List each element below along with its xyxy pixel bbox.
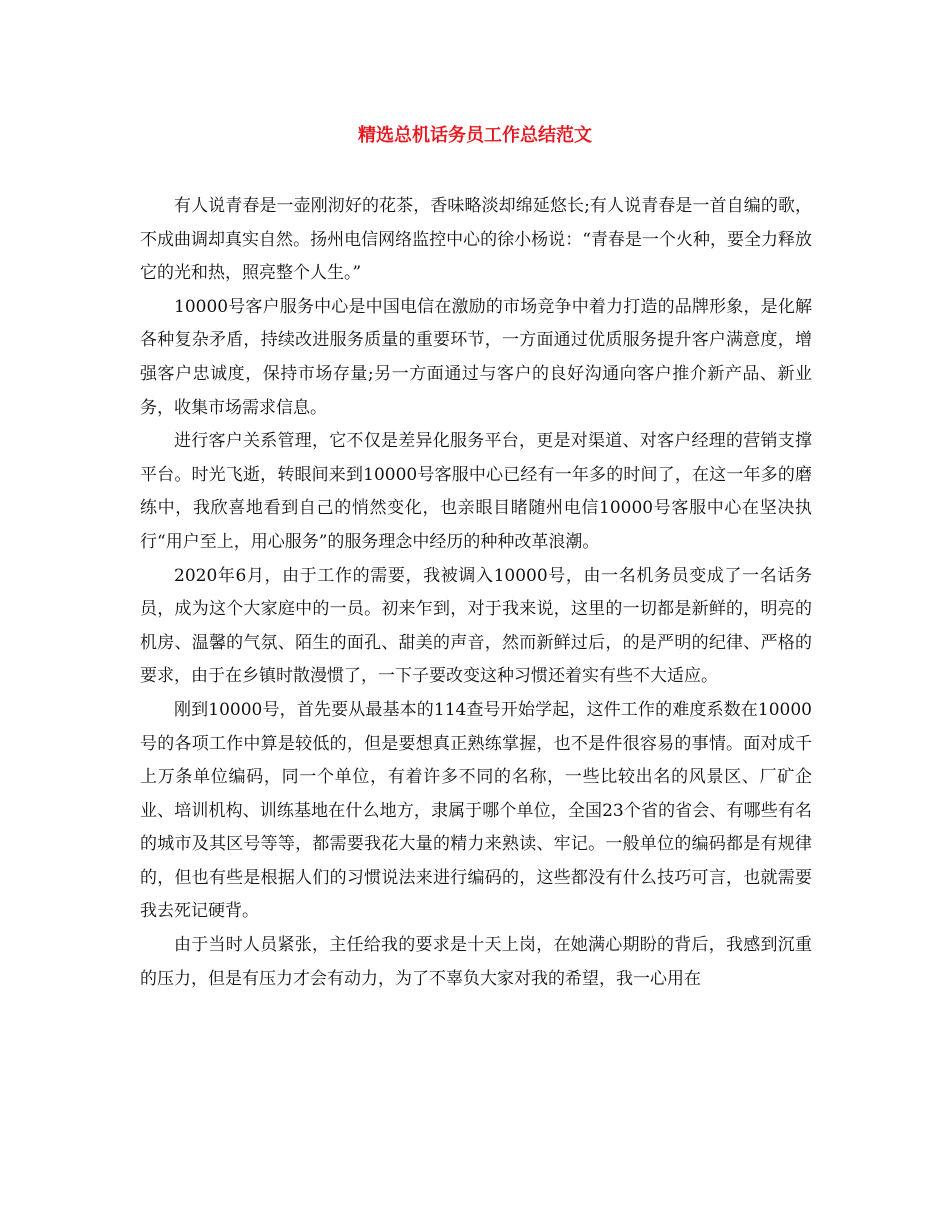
document-title: 精选总机话务员工作总结范文 <box>358 125 592 146</box>
document-body <box>140 190 812 996</box>
paragraph: 进行客户关系管理，它不仅是差异化服务平台，更是对渠道、对客户经理的营销支撑平台。时光飞逝，转眼间来到10000号客服中心已经有一年多的时间了，在这一年多的磨练中，我欣喜地看到自己的悄然变化，也亲眼目睹随州电信10000号客服中心在坚决执行“用户至上，用心服务”的服务理念中经历的种种改革浪潮。 <box>140 431 812 552</box>
paragraph: 10000号客户服务中心是中国电信在激励的市场竞争中着力打造的品牌形象，是化解各种复杂矛盾，持续改进服务质量的重要环节，一方面通过优质服务提升客户满意度，增强客户忠诚度，保持市场存量;另一方面通过与客户的良好沟通向客户推介新产品、新业务，收集市场需求信息。 <box>140 296 812 418</box>
paragraph: 2020年6月，由于工作的需要，我被调入10000号，由一名机务员变成了一名话务员，成为这个大家庭中的一员。初来乍到，对于我来说，这里的一切都是新鲜的，明亮的机房、温馨的气氛、陌生的面孔、甜美的声音，然而新鲜过后，的是严明的纪律、严格的要求，由于在乡镇时散漫惯了，一下子要改变这种习惯还着实有些不大适应。 <box>140 565 812 687</box>
paragraph: 由于当时人员紧张，主任给我的要求是十天上岗，在她满心期盼的背后，我感到沉重的压力，但是有压力才会有动力，为了不辜负大家对我的希望，我一心用在 <box>140 935 812 989</box>
paragraph: 有人说青春是一壶刚沏好的花茶，香味略淡却绵延悠长;有人说青春是一首自编的歌，不成曲调却真实自然。扬州电信网络监控中心的徐小杨说：“青春是一个火种，要全力释放它的光和热，照亮整个人生。” <box>140 196 812 284</box>
paragraph: 刚到10000号，首先要从最基本的114查号开始学起，这件工作的难度系数在10000号的各项工作中算是较低的，但是要想真正熟练掌握，也不是件很容易的事情。面对成千上万条单位编码，同一个单位，有着许多不同的名称，一些比较出名的风景区、厂矿企业、培训机构、训练基地在什么地方，隶属于哪个单位，全国23个省的省会、有哪些有名的城市及其区号等等，都需要我花大量的精力来熟读、牢记。一般单位的编码都是有规律的，但也有些是根据人们的习惯说法来进行编码的，这些都没有什么技巧可言，也就需要我去死记硬背。 <box>140 699 812 922</box>
